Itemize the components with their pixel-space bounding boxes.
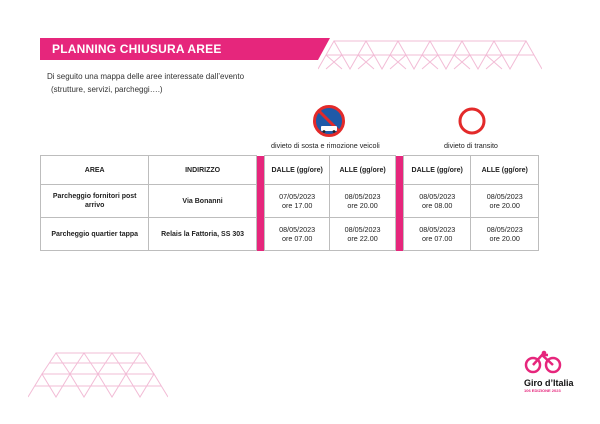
cell-sosta-dalle <box>264 185 329 218</box>
date: 08/05/2023 <box>486 225 523 234</box>
header-alle-sosta: ALLE (gg/ore) <box>330 156 395 185</box>
cell-sosta-alle <box>330 218 395 251</box>
pink-separator <box>395 185 403 218</box>
triangle-pattern-top <box>318 38 542 70</box>
date: 08/05/2023 <box>419 225 456 234</box>
intro-line-2: (strutture, servizi, parcheggi….) <box>51 85 163 94</box>
cell-area: Parcheggio quartier tappa <box>41 218 149 251</box>
table-row <box>41 185 539 218</box>
time: ore 08.00 <box>422 201 453 210</box>
no-parking-tow-away-icon <box>313 105 345 137</box>
giro-cyclist-logo-icon <box>524 350 562 374</box>
time: ore 07.00 <box>281 234 313 243</box>
cell-transito-alle <box>471 185 539 218</box>
time: ore 17.00 <box>281 201 313 210</box>
table-header-row <box>41 156 539 185</box>
time: ore 07.00 <box>422 234 453 243</box>
date: 08/05/2023 <box>344 225 381 234</box>
table-row <box>41 218 539 251</box>
date: 08/05/2023 <box>279 225 316 234</box>
no-transit-label: divieto di transito <box>444 141 498 150</box>
date: 07/05/2023 <box>279 192 316 201</box>
header-area: AREA <box>41 156 149 185</box>
pink-separator <box>395 218 403 251</box>
cell-transito-alle <box>471 218 539 251</box>
header-dalle-transito: DALLE (gg/ore) <box>403 156 470 185</box>
time: ore 20.00 <box>489 201 520 210</box>
giro-logo <box>524 350 574 393</box>
cell-area: Parcheggio fornitori post arrivo <box>41 185 149 218</box>
pink-separator <box>256 218 264 251</box>
closure-table <box>40 155 539 251</box>
page-title: PLANNING CHIUSURA AREE <box>52 42 222 56</box>
cell-indirizzo: Relais la Fattoria, SS 303 <box>149 218 256 251</box>
intro-text <box>47 70 244 96</box>
cell-indirizzo: Via Bonanni <box>149 185 256 218</box>
time: ore 20.00 <box>489 234 520 243</box>
header-indirizzo: INDIRIZZO <box>149 156 256 185</box>
no-parking-label: divieto di sosta e rimozione veicoli <box>271 141 380 150</box>
pink-separator <box>256 185 264 218</box>
date: 08/05/2023 <box>419 192 456 201</box>
time: ore 22.00 <box>347 234 378 243</box>
no-transit-icon <box>458 107 486 135</box>
date: 08/05/2023 <box>486 192 523 201</box>
header-dalle-sosta: DALLE (gg/ore) <box>264 156 329 185</box>
intro-line-1: Di seguito una mappa delle aree interessate dall’evento <box>47 72 245 81</box>
logo-name: Giro d’Italia <box>524 378 574 388</box>
cell-transito-dalle <box>403 185 470 218</box>
cell-sosta-dalle <box>264 218 329 251</box>
pink-separator <box>395 156 403 185</box>
pink-separator <box>256 156 264 185</box>
header-alle-transito: ALLE (gg/ore) <box>471 156 539 185</box>
cell-transito-dalle <box>403 218 470 251</box>
date: 08/05/2023 <box>344 192 381 201</box>
title-banner <box>40 38 330 60</box>
triangle-pattern-bottom <box>28 352 168 398</box>
time: ore 20.00 <box>347 201 378 210</box>
cell-sosta-alle <box>330 185 395 218</box>
logo-tagline: 106 EDIZIONE 2023 <box>524 388 561 393</box>
